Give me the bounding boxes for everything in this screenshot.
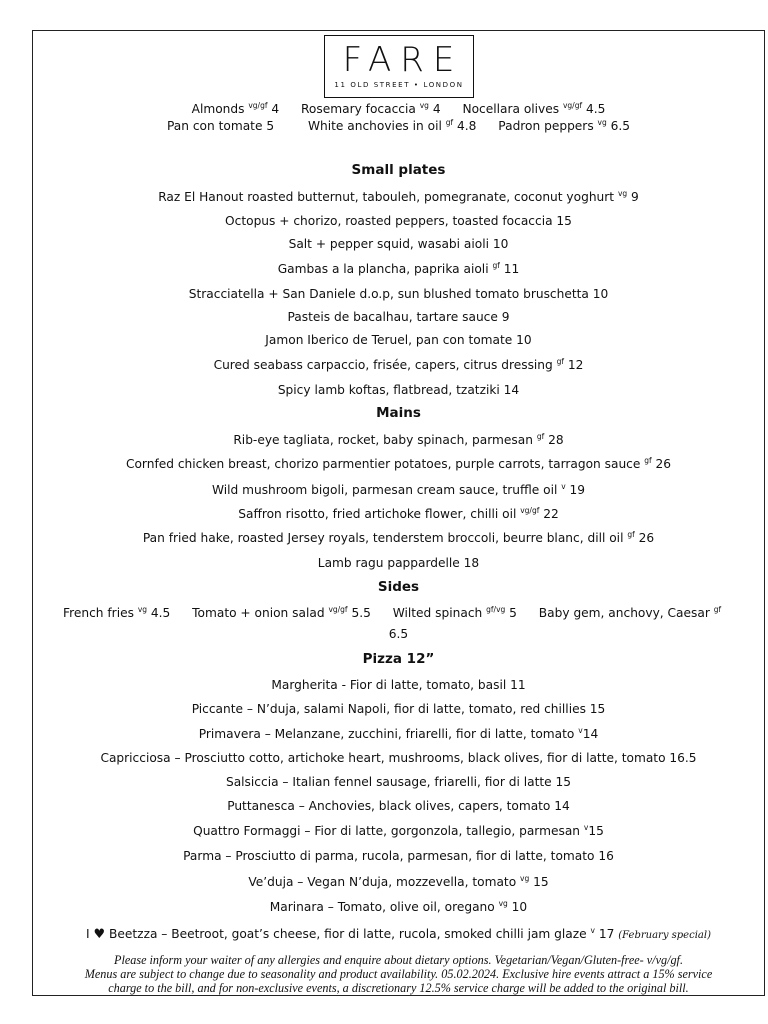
menu-item: Pan fried hake, roasted Jersey royals, tenderstem broccoli, beurre blanc, dill oil $^{gf}$ 26	[142, 530, 655, 545]
snack-item: White anchovies in oil $^{gf}$ 4.8	[307, 118, 477, 133]
menu-item: Stracciatella + San Daniele d.o.p, sun blushed tomato bruschetta 10	[188, 287, 609, 301]
footer-line-3: charge to the bill, and for non-exclusive events, a discretionary 12.5% service charge will be added to the original bill.	[108, 981, 689, 995]
side-item: Tomato + onion salad $^{vg/gf}$ 5.5	[192, 605, 371, 620]
special-note: (February special)	[618, 930, 711, 941]
pizza-item: Parma – Prosciutto di parma, rucola, parmesan, fior di latte, tomato 16	[183, 849, 614, 863]
side-item: Baby gem, anchovy, Caesar $^{gf}$	[538, 605, 722, 620]
fare-logo	[324, 35, 474, 98]
snack-item: Pan con tomate 5	[166, 119, 275, 133]
pizza-special: I ♥ Beetzza – Beetroot, goat’s cheese, fior di latte, rucola, smoked chilli jam glaze $^v$ 17 (February special)	[86, 926, 711, 942]
sides-heading: Sides	[377, 579, 420, 595]
sides-row	[33, 605, 764, 621]
pizza-item: Capricciosa – Prosciutto cotto, artichoke heart, mushrooms, black olives, fior di latte, tomato 16.5	[100, 751, 697, 765]
side-price-wrap: 6.5	[388, 627, 409, 641]
snack-item: Rosemary focaccia $^{vg}$ 4	[301, 101, 441, 116]
menu-item: Cured seabass carpaccio, frisée, capers, citrus dressing $^{gf}$ 12	[213, 357, 584, 372]
small-plates-heading: Small plates	[351, 162, 446, 178]
side-item: Wilted spinach $^{gf/vg}$ 5	[392, 605, 517, 620]
menu-item: Cornfed chicken breast, chorizo parmentier potatoes, purple carrots, tarragon sauce $^{gf}$ 26	[125, 456, 672, 471]
menu-item: Jamon Iberico de Teruel, pan con tomate 10	[265, 333, 532, 347]
snack-item: Padron peppers $^{vg}$ 6.5	[498, 118, 631, 133]
menu-item: Spicy lamb koftas, flatbread, tzatziki 14	[277, 383, 520, 397]
snack-item: Nocellara olives $^{vg/gf}$ 4.5	[462, 101, 606, 116]
menu-item: Gambas a la plancha, paprika aioli $^{gf}$ 11	[277, 261, 520, 276]
pizza-item: Salsiccia – Italian fennel sausage, friarelli, fior di latte 15	[225, 775, 572, 789]
menu-item: Pasteis de bacalhau, tartare sauce 9	[287, 310, 510, 324]
special-prefix: I	[86, 927, 90, 941]
pizza-item: Piccante – N’duja, salami Napoli, fior di latte, tomato, red chillies 15	[191, 702, 606, 716]
menu-item: Octopus + chorizo, roasted peppers, toasted focaccia 15	[225, 214, 572, 228]
pizza-heading: Pizza 12”	[362, 651, 435, 667]
heart-icon: ♥	[93, 927, 106, 942]
snacks-row-2	[33, 118, 764, 134]
menu-item: Lamb ragu pappardelle 18	[317, 556, 480, 570]
side-item: French fries $^{vg}$ 4.5	[63, 605, 171, 620]
mains-heading: Mains	[376, 405, 421, 421]
pizza-item: Ve’duja – Vegan N’duja, mozzevella, tomato $^{vg}$ 15	[248, 874, 549, 889]
menu-item: Saffron risotto, fried artichoke flower, chilli oil $^{vg/gf}$ 22	[238, 506, 559, 521]
menu-item: Wild mushroom bigoli, parmesan cream sauce, truffle oil $^v$ 19	[211, 482, 586, 497]
menu-item: Salt + pepper squid, wasabi aioli 10	[288, 237, 509, 251]
logo-word: FARE	[342, 40, 464, 80]
footer-line-1: Please inform your waiter of any allergies and enquire about dietary options. Vegetarian/Vegan/Gluten-free- v/vg/gf.	[114, 953, 683, 967]
pizza-item: Quattro Formaggi – Fior di latte, gorgonzola, tallegio, parmesan $^v$15	[193, 823, 604, 838]
snack-item: Almonds $^{vg/gf}$ 4	[191, 101, 280, 116]
footer-line-2: Menus are subject to change due to seasonality and product availability. 05.02.2024. Exclusive hire events attract a 15% service	[84, 967, 713, 981]
pizza-item: Marinara – Tomato, olive oil, oregano $^{vg}$ 10	[269, 899, 528, 914]
menu-item: Raz El Hanout roasted butternut, tabouleh, pomegranate, coconut yoghurt $^{vg}$ 9	[158, 189, 639, 204]
logo-address: 11 OLD STREET • LONDON	[334, 81, 464, 89]
pizza-item: Puttanesca – Anchovies, black olives, capers, tomato 14	[227, 799, 570, 813]
snacks-row-1	[33, 101, 764, 117]
pizza-item: Margherita - Fior di latte, tomato, basil 11	[271, 678, 526, 692]
menu-item: Rib-eye tagliata, rocket, baby spinach, parmesan $^{gf}$ 28	[233, 432, 564, 447]
pizza-item: Primavera – Melanzane, zucchini, friarelli, fior di latte, tomato $^v$14	[198, 726, 599, 741]
